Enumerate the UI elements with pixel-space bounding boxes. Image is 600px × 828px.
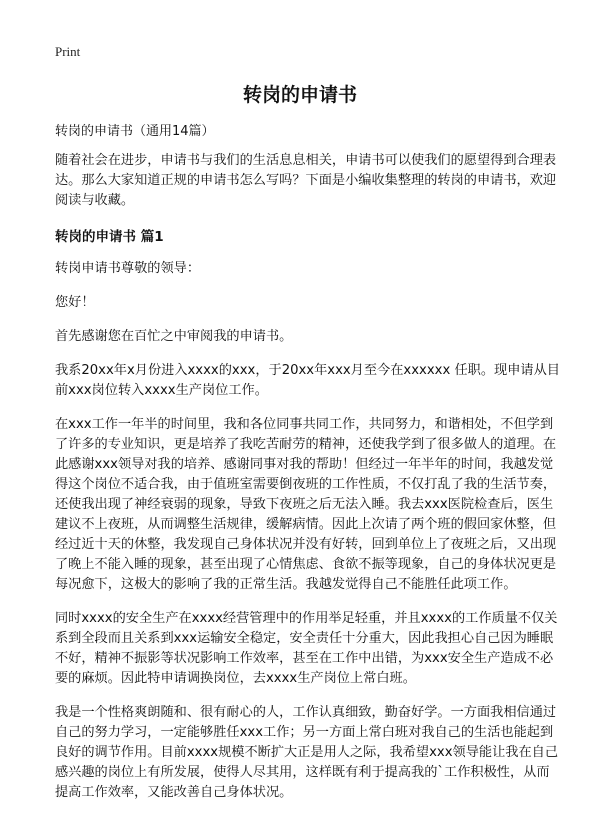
section-heading: 转岗的申请书 篇1 [55, 229, 164, 245]
intro-paragraph: 随着社会在进步，申请书与我们的生活息息相关，申请书可以使我们的愿望得到合理表达。那么大家知道正规的申请书怎么写吗？下面是小编收集整理的转岗的申请书，欢迎阅读与收藏。 [55, 153, 557, 208]
greeting-line: 您好！ [55, 295, 95, 310]
document-subtitle: 转岗的申请书（通用14篇） [55, 124, 215, 139]
body-paragraph: 首先感谢您在百忙之中审阅我的申请书。 [55, 329, 293, 344]
salutation-line: 转岗申请书尊敬的领导： [55, 261, 201, 276]
page-title: 转岗的申请书 [242, 84, 357, 106]
body-paragraph: 我系20xx年x月份进入xxxx的xxx，于20xx年xxx月至今在xxxxxx 任职。现申请从目前xxx岗位转入xxxx生产岗位工作。 [55, 363, 560, 398]
body-paragraph: 同时xxxx的安全生产在xxxx经营管理中的作用举足轻重，并且xxxx的工作质量不仅关系到全段而且关系到xxx运输安全稳定，安全责任十分重大，因此我担心自己因为睡眠不好，精神不振影等状况影响工作效率，甚至在工作中出错，为xxx安全生产造成不必要的麻烦。因此特申请调换岗位，去xxxx生产岗位上常白班。 [55, 611, 558, 686]
body-paragraph: 我是一个性格爽朗随和、很有耐心的人，工作认真细致，勤奋好学。一方面我相信通过自己的努力学习，一定能够胜任xxx工作；另一方面上常白班对我自己的生活也能起到良好的调节作用。目前xxxx规模不断扩大正是用人之际，我希望xxx领导能让我在自己感兴趣的岗位上有所发展，使得人尽其用，这样既有利于提高我的`工作积极性，从而提高工作效率，又能改善自己身体状况。 [55, 705, 559, 800]
document-body [55, 122, 562, 817]
print-link[interactable]: Print [55, 44, 81, 59]
body-paragraph: 在xxx工作一年半的时间里，我和各位同事共同工作，共同努力，和谐相处，不但学到了许多的专业知识，更是培养了我吃苦耐劳的精神，还使我学到了很多做人的道理。在此感谢xxx领导对我的培养、感谢同事对我的帮助！但经过一年半年的时间，我越发觉得这个岗位不适合我，由于值班室需要倒夜班的工作性质，不仅打乱了我的生活节奏，还使我出现了神经衰弱的现象，导致下夜班之后无法入睡。我去xxx医院检查后，医生建议不上夜班，从而调整生活规律，缓解病情。因此上次请了两个班的假回家休整，但经过近十天的休整，我发现自己身体状况并没有好转，回到单位上了夜班之后，又出现了晚上不能入睡的现象，甚至出现了心情焦虑、食欲不振等现象，自己的身体状况更是每况愈下，这极大的影响了我的正常生活。我越发觉得自己不能胜任此项工作。 [55, 417, 557, 592]
